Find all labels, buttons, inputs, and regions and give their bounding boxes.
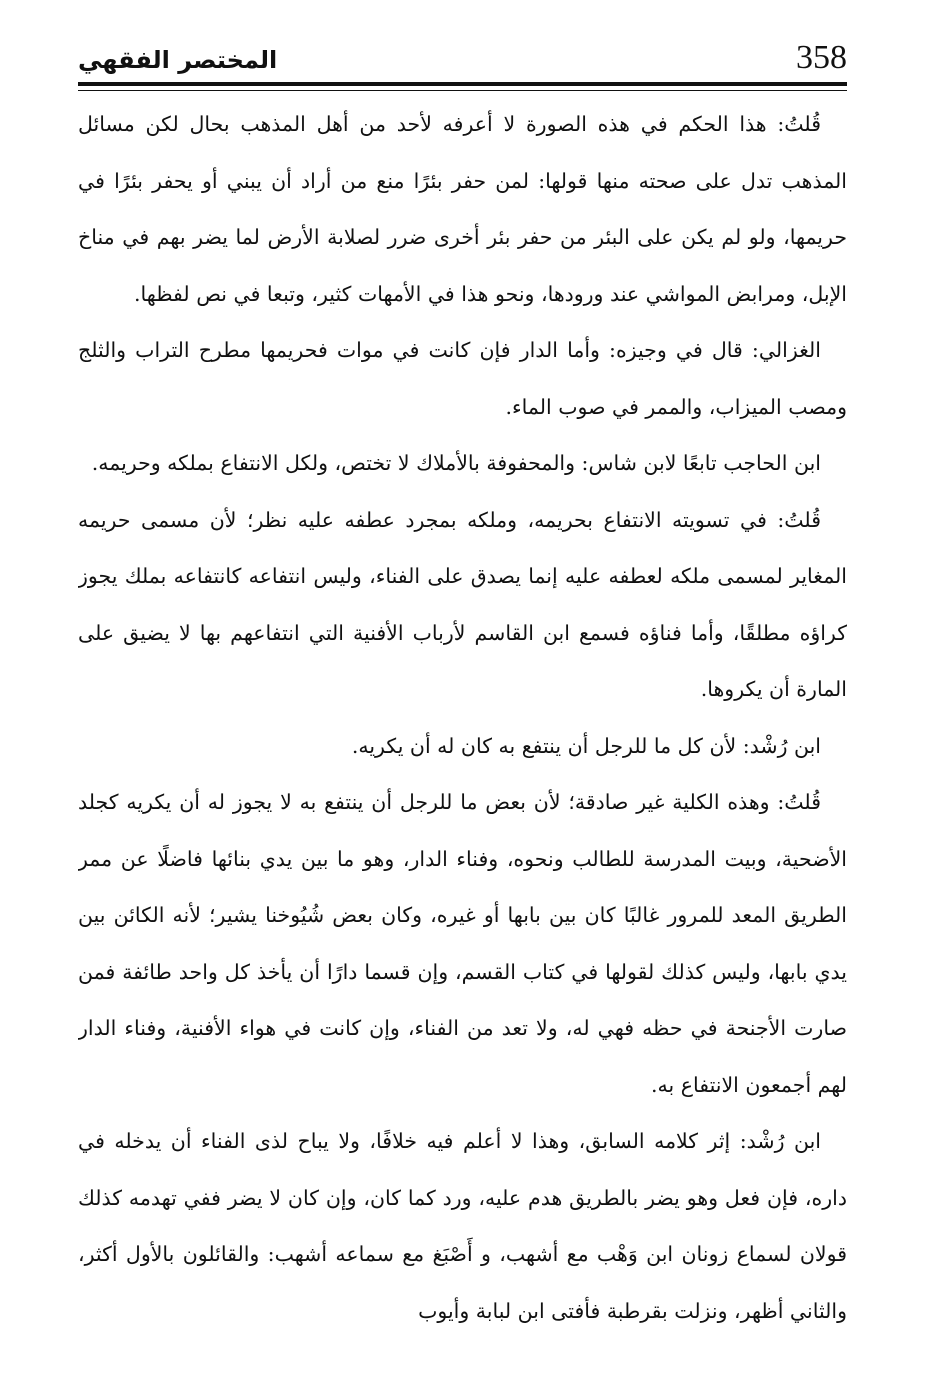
paragraph-qultu-3: قُلتُ: وهذه الكلية غير صادقة؛ لأن بعض ما للرجل أن ينتفع به لا يجوز له أن يكريه كجلد الأضحية، وبيت المدرسة للطالب ونحوه، وفناء الدار، وهو ما بين يدي بنائها فاضلًا عن ممر الطريق المعد للمرور غالبًا كان بين بابها أو غيره، وكان بعض شُيُوخنا يشير؛ لأنه الكائن بين يدي بابها، وليس كذلك لقولها في كتاب القسم، وإن قسما دارًا أن يأخذ كل واحد طائفة فمن صارت الأجنحة في حظه فهي له، ولا تعد من الفناء، وإن كانت في هواء الأفنية، وفناء الدار لهم أجمعون الانتفاع به.: [78, 790, 847, 1097]
paragraph-ibn-hajib: ابن الحاجب تابعًا لابن شاس: والمحفوفة بالأملاك لا تختص، ولكل الانتفاع بملكه وحريمه.: [91, 451, 821, 475]
paragraph-ibn-rushd-1: ابن رُشْد: لأن كل ما للرجل أن ينتفع به كان له أن يكريه.: [351, 733, 821, 758]
body-text: [78, 96, 847, 1353]
paragraph-qultu-2: قُلتُ: في تسويته الانتفاع بحريمه، وملكه بمجرد عطفه عليه نظر؛ لأن مسمى حريمه المغاير لمسمى ملكه لعطفه عليه إنما يصدق على الفناء، وليس انتفاعه كانتفاعه بملك يجوز كراؤه مطلقًا، وأما فناؤه فسمع ابن القاسم لأرباب الأفنية التي انتفاعهم بها لا يضيق على المارة أن يكروها.: [78, 507, 847, 701]
paragraph-ibn-rushd-2: ابن رُشْد: إثر كلامه السابق، وهذا لا أعلم فيه خلافًا، ولا يباح لذى الفناء أن يدخله في داره، فإن فعل وهو يضر بالطريق هدم عليه، ورد كما كان، وإن كان لا يضر ففي تهدمه كذلك قولان لسماع زونان ابن وَهْب مع أشهب، و أَصْبَغ مع سماعه أشهب: والقائلون بالأول أكثر، والثاني أظهر، ونزلت بقرطبة فأفتى ابن لبابة وأيوب: [78, 1129, 847, 1323]
running-title: المختصر الفقهي: [78, 46, 278, 74]
page-number: 358: [796, 39, 847, 76]
page-header: [78, 34, 847, 84]
paragraph-ghazali: الغزالي: قال في وجيزه: وأما الدار فإن كانت في موات فحريمها مطرح التراب والثلج ومصب الميزاب، والممر في صوب الماء.: [78, 338, 847, 419]
header-rule-thin: [78, 90, 847, 91]
header-rule-thick: [78, 82, 847, 86]
paragraph-qultu-1: قُلتُ: هذا الحكم في هذه الصورة لا أعرفه لأحد من أهل المذهب بحال لكن مسائل المذهب تدل على صحته منها قولها: لمن حفر بئرًا منع من أراد أن يبني أو يحفر بئرًا في حريمها، ولو لم يكن على البئر من حفر بئر أخرى ضرر لصلابة الأرض لما يضر بهم في مناخ الإبل، ومرابض المواشي عند ورودها، ونحو هذا في الأمهات كثير، وتبعا في نص لفظها.: [78, 112, 847, 306]
